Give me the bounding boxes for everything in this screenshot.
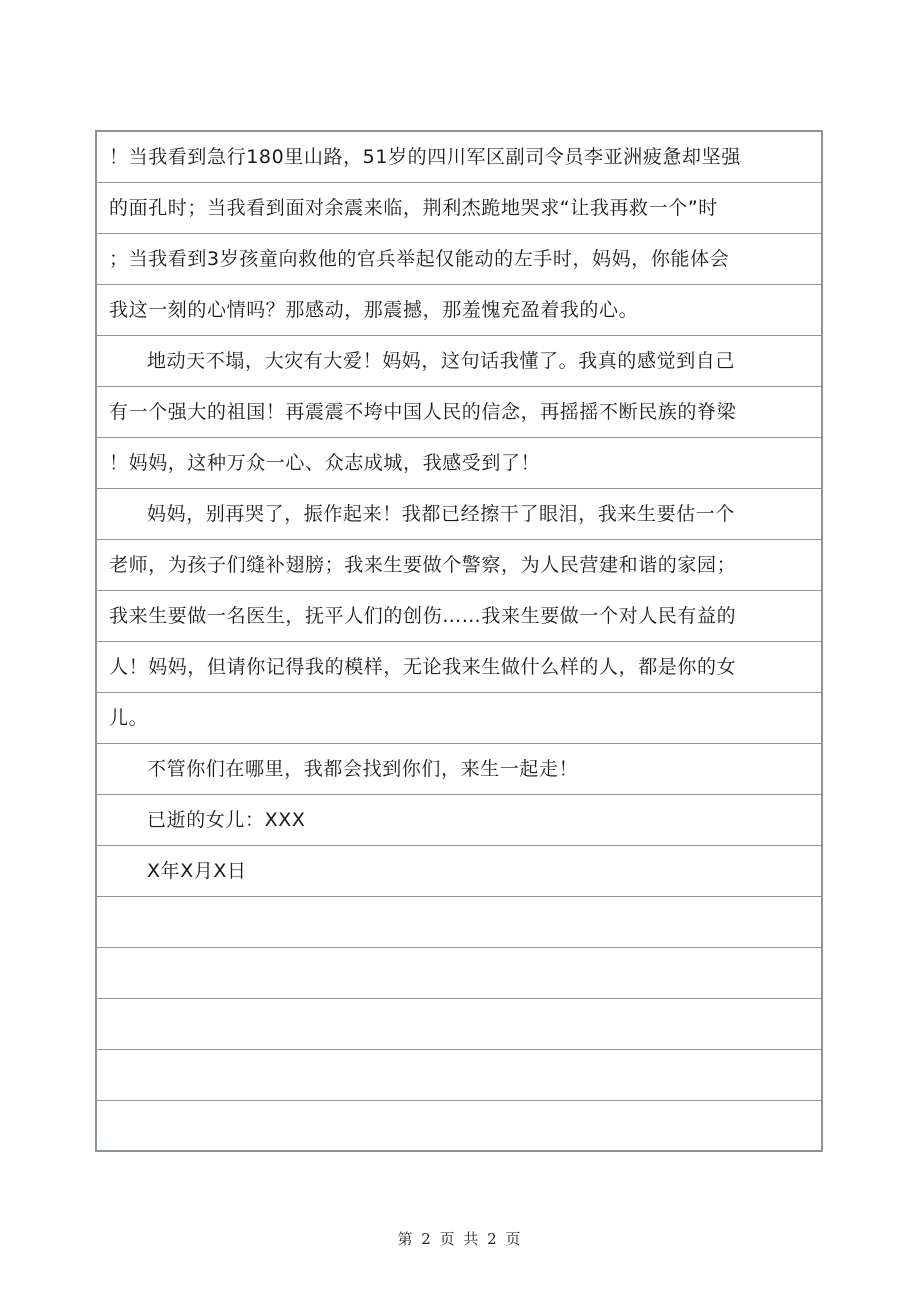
text-line: 我来生要做一名医生，抚平人们的创伤……我来生要做一个对人民有益的 <box>109 605 737 627</box>
text-line: 地动天不塌，大灾有大爱！妈妈，这句话我懂了。我真的感觉到自己 <box>147 350 736 372</box>
text-line-row <box>97 387 821 438</box>
text-line-row <box>97 540 821 591</box>
text-line-row <box>97 846 821 897</box>
page-number-footer: 第 2 页 共 2 页 <box>397 1230 523 1248</box>
text-line <box>109 1050 813 1101</box>
text-line-row <box>97 999 821 1050</box>
text-line-row <box>97 1050 821 1101</box>
text-line-row <box>97 132 821 183</box>
text-line: 人！妈妈，但请你记得我的模样，无论我来生做什么样的人，都是你的女 <box>109 656 737 678</box>
text-line: X年X月X日 <box>147 860 247 882</box>
text-line-row <box>97 642 821 693</box>
text-line-row <box>97 591 821 642</box>
text-line-row <box>97 489 821 540</box>
text-line: ！当我看到急行180里山路，51岁的四川军区副司令员李亚洲疲惫却坚强 <box>109 146 741 168</box>
text-line <box>109 897 813 948</box>
text-line-row <box>97 336 821 387</box>
text-line-row <box>97 183 821 234</box>
text-line: 不管你们在哪里，我都会找到你们，来生一起走！ <box>147 758 579 780</box>
text-line-row <box>97 744 821 795</box>
text-line: 的面孔时；当我看到面对余震来临，荆利杰跪地哭求“让我再救一个”时 <box>109 197 718 219</box>
text-line <box>109 999 813 1050</box>
text-line-row <box>97 795 821 846</box>
text-line: 我这一刻的心情吗？那感动，那震撼，那羞愧充盈着我的心。 <box>109 299 639 321</box>
lined-paper-box <box>95 130 823 1152</box>
text-line-row <box>97 1101 821 1152</box>
text-line-row <box>97 285 821 336</box>
text-line: 已逝的女儿：XXX <box>147 809 306 831</box>
text-line-row <box>97 948 821 999</box>
text-line: 老师，为孩子们缝补翅膀；我来生要做个警察，为人民营建和谐的家园； <box>109 554 737 576</box>
text-line-row <box>97 693 821 744</box>
text-line: ！妈妈，这种万众一心、众志成城，我感受到了！ <box>109 452 541 474</box>
text-line-row <box>97 438 821 489</box>
text-line: 妈妈，别再哭了，振作起来！我都已经擦干了眼泪，我来生要估一个 <box>147 503 736 525</box>
text-line: 有一个强大的祖国！再震震不垮中国人民的信念，再摇摇不断民族的脊梁 <box>109 401 737 423</box>
text-line-row <box>97 234 821 285</box>
text-line <box>109 1101 813 1152</box>
text-line: ；当我看到3岁孩童向救他的官兵举起仅能动的左手时，妈妈，你能体会 <box>109 248 730 270</box>
text-line <box>109 948 813 999</box>
text-line-row <box>97 897 821 948</box>
text-line: 儿。 <box>109 707 149 729</box>
